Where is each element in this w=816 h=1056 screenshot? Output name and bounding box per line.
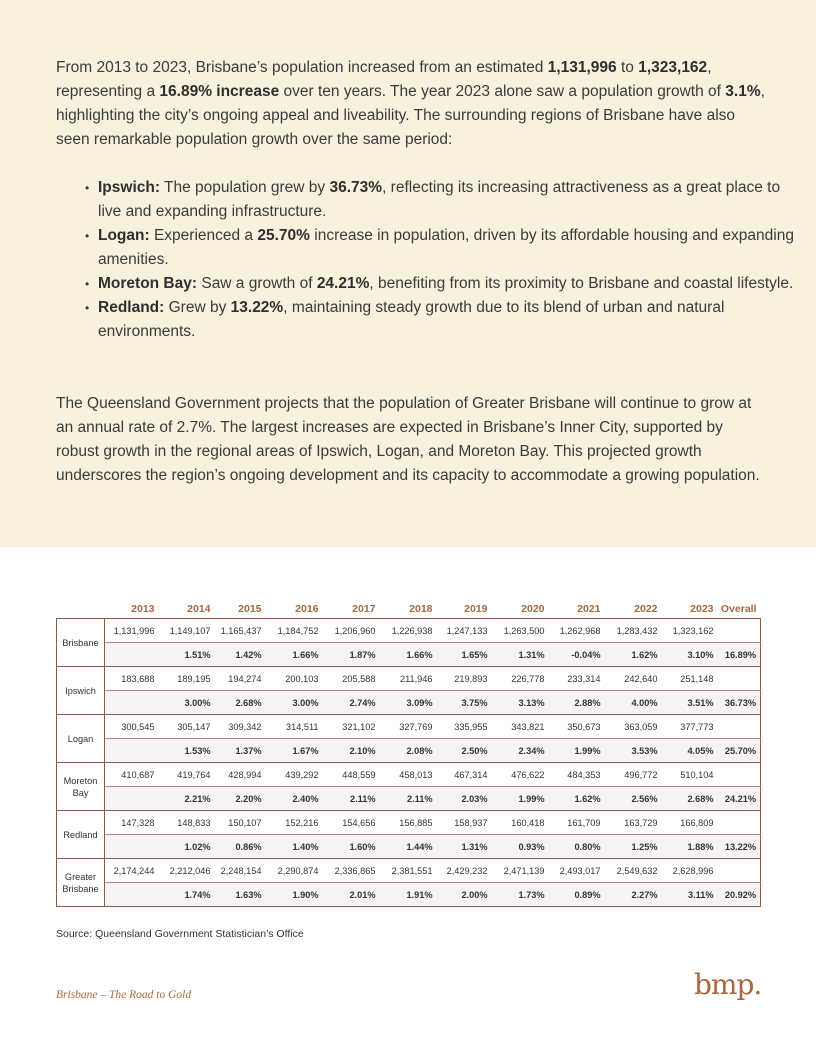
intro-bold-1: 1,131,996: [547, 59, 617, 76]
population-cell: 156,885: [380, 811, 437, 835]
table-header-row: [57, 600, 761, 619]
column-header: 2021: [577, 603, 601, 615]
growth-cell: 1.63%: [215, 883, 266, 907]
population-cell: 327,769: [380, 715, 437, 739]
growth-cell: 1.73%: [492, 883, 549, 907]
region-label: Redland: [57, 811, 105, 859]
population-cell: 439,292: [266, 763, 323, 787]
bullet-value: 24.21%: [316, 275, 370, 292]
list-item: [98, 176, 798, 224]
growth-cell: 2.68%: [215, 691, 266, 715]
growth-cell: 1.42%: [215, 643, 266, 667]
population-cell: 226,778: [492, 667, 549, 691]
table-row: [57, 691, 761, 715]
growth-cell: 2.27%: [605, 883, 662, 907]
growth-cell: [105, 691, 159, 715]
table-row: [57, 787, 761, 811]
column-header: 2023: [690, 603, 714, 615]
population-cell: 219,893: [437, 667, 492, 691]
population-cell: 158,937: [437, 811, 492, 835]
growth-cell: 2.50%: [437, 739, 492, 763]
population-cell: 189,195: [159, 667, 215, 691]
growth-cell: 1.51%: [159, 643, 215, 667]
growth-cell: 1.66%: [380, 643, 437, 667]
growth-cell: 1.53%: [159, 739, 215, 763]
growth-cell: 4.05%: [662, 739, 718, 763]
population-cell: 194,274: [215, 667, 266, 691]
growth-cell: 2.20%: [215, 787, 266, 811]
intro-bold-2: 1,323,162: [638, 59, 708, 76]
column-header: 2020: [521, 603, 545, 615]
region-label: Greater Brisbane: [57, 859, 105, 907]
table-row: [57, 859, 761, 883]
column-header: 2014: [187, 603, 211, 615]
population-cell: 309,342: [215, 715, 266, 739]
growth-cell: 2.21%: [159, 787, 215, 811]
growth-cell: 1.62%: [605, 643, 662, 667]
footer-title: Brisbane – The Road to Gold: [56, 989, 192, 1001]
population-cell: 2,212,046: [159, 859, 215, 883]
population-cell: 233,314: [549, 667, 605, 691]
population-cell: 1,262,968: [549, 619, 605, 643]
population-cell: 1,323,162: [662, 619, 718, 643]
growth-cell: 2.74%: [323, 691, 380, 715]
bullet-value: 36.73%: [329, 179, 383, 196]
population-cell: 2,493,017: [549, 859, 605, 883]
bullet-text: , maintaining steady growth due to its blend of urban and natural environments.: [98, 299, 725, 340]
growth-cell: 0.80%: [549, 835, 605, 859]
population-cell: 211,946: [380, 667, 437, 691]
population-cell: [718, 811, 761, 835]
table-row: [57, 763, 761, 787]
intro-text-3: , representing a: [56, 59, 712, 100]
population-cell: [718, 715, 761, 739]
population-cell: 2,429,232: [437, 859, 492, 883]
bullet-text: Saw a growth of: [197, 275, 317, 292]
table-row: [57, 835, 761, 859]
growth-cell: -0.04%: [549, 643, 605, 667]
intro-text-2: to: [616, 59, 639, 76]
growth-cell: 1.60%: [323, 835, 380, 859]
population-cell: 1,184,752: [266, 619, 323, 643]
column-header: 2019: [464, 603, 488, 615]
intro-text-5: , highlighting the city’s ongoing appeal and liveability. The surrounding regions of Brisbane have also seen remarkable population growth over the same period:: [56, 83, 765, 148]
growth-cell: 3.51%: [662, 691, 718, 715]
growth-cell: [105, 739, 159, 763]
population-cell: 148,833: [159, 811, 215, 835]
population-cell: 1,263,500: [492, 619, 549, 643]
growth-cell: 1.02%: [159, 835, 215, 859]
population-cell: 448,559: [323, 763, 380, 787]
population-cell: 2,628,996: [662, 859, 718, 883]
growth-cell: [105, 835, 159, 859]
growth-cell: [105, 883, 159, 907]
table-row: [57, 643, 761, 667]
intro-bold-4: 3.1%: [725, 83, 761, 100]
population-cell: 419,764: [159, 763, 215, 787]
growth-cell: 3.10%: [662, 643, 718, 667]
column-header: 2016: [295, 603, 319, 615]
list-item: [98, 224, 798, 272]
population-cell: 200,103: [266, 667, 323, 691]
population-cell: [718, 619, 761, 643]
growth-cell: 1.31%: [437, 835, 492, 859]
population-cell: 410,687: [105, 763, 159, 787]
growth-cell: 2.08%: [380, 739, 437, 763]
growth-cell: 2.00%: [437, 883, 492, 907]
growth-cell: 3.11%: [662, 883, 718, 907]
population-cell: 2,290,874: [266, 859, 323, 883]
population-cell: 1,206,960: [323, 619, 380, 643]
population-cell: 1,283,432: [605, 619, 662, 643]
table-row: [57, 667, 761, 691]
population-cell: 205,588: [323, 667, 380, 691]
region-growth-list: [56, 176, 798, 344]
growth-cell: 1.87%: [323, 643, 380, 667]
overall-growth-cell: 13.22%: [718, 835, 761, 859]
growth-cell: [105, 643, 159, 667]
growth-cell: 1.66%: [266, 643, 323, 667]
population-cell: [718, 763, 761, 787]
population-table: [56, 600, 761, 907]
growth-cell: 1.25%: [605, 835, 662, 859]
population-cell: 496,772: [605, 763, 662, 787]
growth-cell: 1.67%: [266, 739, 323, 763]
overall-growth-cell: 24.21%: [718, 787, 761, 811]
population-cell: 300,545: [105, 715, 159, 739]
growth-cell: 2.01%: [323, 883, 380, 907]
intro-paragraph: [56, 56, 768, 152]
growth-cell: 2.11%: [323, 787, 380, 811]
bullet-text: Grew by: [164, 299, 231, 316]
table-row: [57, 883, 761, 907]
growth-cell: 0.86%: [215, 835, 266, 859]
growth-cell: 1.44%: [380, 835, 437, 859]
overall-growth-cell: 16.89%: [718, 643, 761, 667]
growth-cell: 1.65%: [437, 643, 492, 667]
growth-cell: 2.40%: [266, 787, 323, 811]
growth-cell: 1.91%: [380, 883, 437, 907]
population-cell: 160,418: [492, 811, 549, 835]
growth-cell: 1.37%: [215, 739, 266, 763]
bullet-text: The population grew by: [160, 179, 330, 196]
growth-cell: 3.13%: [492, 691, 549, 715]
overall-growth-cell: 20.92%: [718, 883, 761, 907]
growth-cell: 3.00%: [159, 691, 215, 715]
growth-cell: [105, 787, 159, 811]
growth-cell: 2.88%: [549, 691, 605, 715]
population-cell: 163,729: [605, 811, 662, 835]
growth-cell: 1.31%: [492, 643, 549, 667]
region-label: Moreton Bay: [57, 763, 105, 811]
bullet-text: increase in population, driven by its affordable housing and expanding amenities.: [98, 227, 794, 268]
growth-cell: 1.74%: [159, 883, 215, 907]
population-cell: 154,656: [323, 811, 380, 835]
population-cell: 183,688: [105, 667, 159, 691]
growth-cell: 3.09%: [380, 691, 437, 715]
population-cell: 2,471,139: [492, 859, 549, 883]
list-item: [98, 272, 798, 296]
growth-cell: 1.62%: [549, 787, 605, 811]
overall-growth-cell: 36.73%: [718, 691, 761, 715]
intro-bold-3: 16.89% increase: [159, 83, 280, 100]
bullet-text: Experienced a: [149, 227, 258, 244]
bullet-value: 13.22%: [230, 299, 284, 316]
column-header: 2022: [634, 603, 658, 615]
table-row: [57, 715, 761, 739]
population-cell: [718, 859, 761, 883]
growth-cell: 2.03%: [437, 787, 492, 811]
population-cell: 2,174,244: [105, 859, 159, 883]
population-cell: 343,821: [492, 715, 549, 739]
bullet-region-name: Redland:: [98, 299, 165, 316]
population-cell: 147,328: [105, 811, 159, 835]
population-cell: 1,247,133: [437, 619, 492, 643]
population-cell: 467,314: [437, 763, 492, 787]
column-header: 2018: [409, 603, 433, 615]
table-row: [57, 619, 761, 643]
population-cell: 428,994: [215, 763, 266, 787]
region-label: Ipswich: [57, 667, 105, 715]
bullet-text: , reflecting its increasing attractiveness as a great place to live and expanding infrastructure.: [98, 179, 781, 220]
population-cell: 335,955: [437, 715, 492, 739]
overall-growth-cell: 25.70%: [718, 739, 761, 763]
growth-cell: 3.53%: [605, 739, 662, 763]
bullet-text: , benefiting from its proximity to Brisbane and coastal lifestyle.: [369, 275, 794, 292]
population-cell: 321,102: [323, 715, 380, 739]
growth-cell: 1.40%: [266, 835, 323, 859]
bullet-region-name: Logan:: [98, 227, 150, 244]
growth-cell: 2.68%: [662, 787, 718, 811]
growth-cell: 2.11%: [380, 787, 437, 811]
bullet-region-name: Ipswich:: [98, 179, 161, 196]
population-cell: 1,226,938: [380, 619, 437, 643]
intro-text-4: over ten years. The year 2023 alone saw a population growth of: [279, 83, 726, 100]
growth-cell: 2.34%: [492, 739, 549, 763]
population-cell: 484,353: [549, 763, 605, 787]
region-label: Logan: [57, 715, 105, 763]
table-row: [57, 739, 761, 763]
population-cell: 2,549,632: [605, 859, 662, 883]
column-header: Overall: [720, 603, 757, 615]
population-cell: 1,149,107: [159, 619, 215, 643]
header-spacer: [57, 600, 105, 619]
growth-cell: 1.99%: [549, 739, 605, 763]
list-item: [98, 296, 798, 344]
population-cell: [718, 667, 761, 691]
population-cell: 150,107: [215, 811, 266, 835]
bullet-region-name: Moreton Bay:: [98, 275, 198, 292]
population-cell: 2,248,154: [215, 859, 266, 883]
growth-cell: 2.10%: [323, 739, 380, 763]
population-cell: 2,381,551: [380, 859, 437, 883]
population-cell: 363,059: [605, 715, 662, 739]
population-cell: 152,216: [266, 811, 323, 835]
intro-text-1: From 2013 to 2023, Brisbane’s population increased from an estimated: [56, 59, 548, 76]
growth-cell: 3.75%: [437, 691, 492, 715]
population-cell: 161,709: [549, 811, 605, 835]
growth-cell: 2.56%: [605, 787, 662, 811]
column-header: 2017: [352, 603, 376, 615]
column-header: 2015: [238, 603, 262, 615]
population-cell: 377,773: [662, 715, 718, 739]
population-cell: 2,336,865: [323, 859, 380, 883]
outlook-paragraph: The Queensland Government projects that the population of Greater Brisbane will continue to grow at an annual rate of 2.7%. The largest increases are expected in Brisbane’s Inner City, supported by robust growth in the regional areas of Ipswich, Logan, and Moreton Bay. This projected growth underscores the region’s ongoing development and its capacity to accommodate a growing population.: [56, 395, 760, 484]
growth-cell: 1.99%: [492, 787, 549, 811]
region-label: Brisbane: [57, 619, 105, 667]
growth-cell: 4.00%: [605, 691, 662, 715]
column-header: 2013: [131, 603, 155, 615]
population-cell: 476,622: [492, 763, 549, 787]
table-body: [57, 619, 761, 907]
growth-cell: 0.89%: [549, 883, 605, 907]
population-cell: 242,640: [605, 667, 662, 691]
population-cell: 305,147: [159, 715, 215, 739]
growth-cell: 3.00%: [266, 691, 323, 715]
population-cell: 458,013: [380, 763, 437, 787]
population-table-wrap: [56, 600, 760, 907]
source-note: Source: Queensland Government Statistician’s Office: [56, 928, 304, 940]
growth-cell: 0.93%: [492, 835, 549, 859]
population-cell: 510,104: [662, 763, 718, 787]
table-row: [57, 811, 761, 835]
population-cell: 1,165,437: [215, 619, 266, 643]
bullet-value: 25.70%: [257, 227, 310, 244]
population-cell: 314,511: [266, 715, 323, 739]
population-cell: 251,148: [662, 667, 718, 691]
bmp-logo: bmp.: [694, 968, 762, 1001]
population-cell: 350,673: [549, 715, 605, 739]
population-cell: 166,809: [662, 811, 718, 835]
growth-cell: 1.88%: [662, 835, 718, 859]
growth-cell: 1.90%: [266, 883, 323, 907]
population-cell: 1,131,996: [105, 619, 159, 643]
